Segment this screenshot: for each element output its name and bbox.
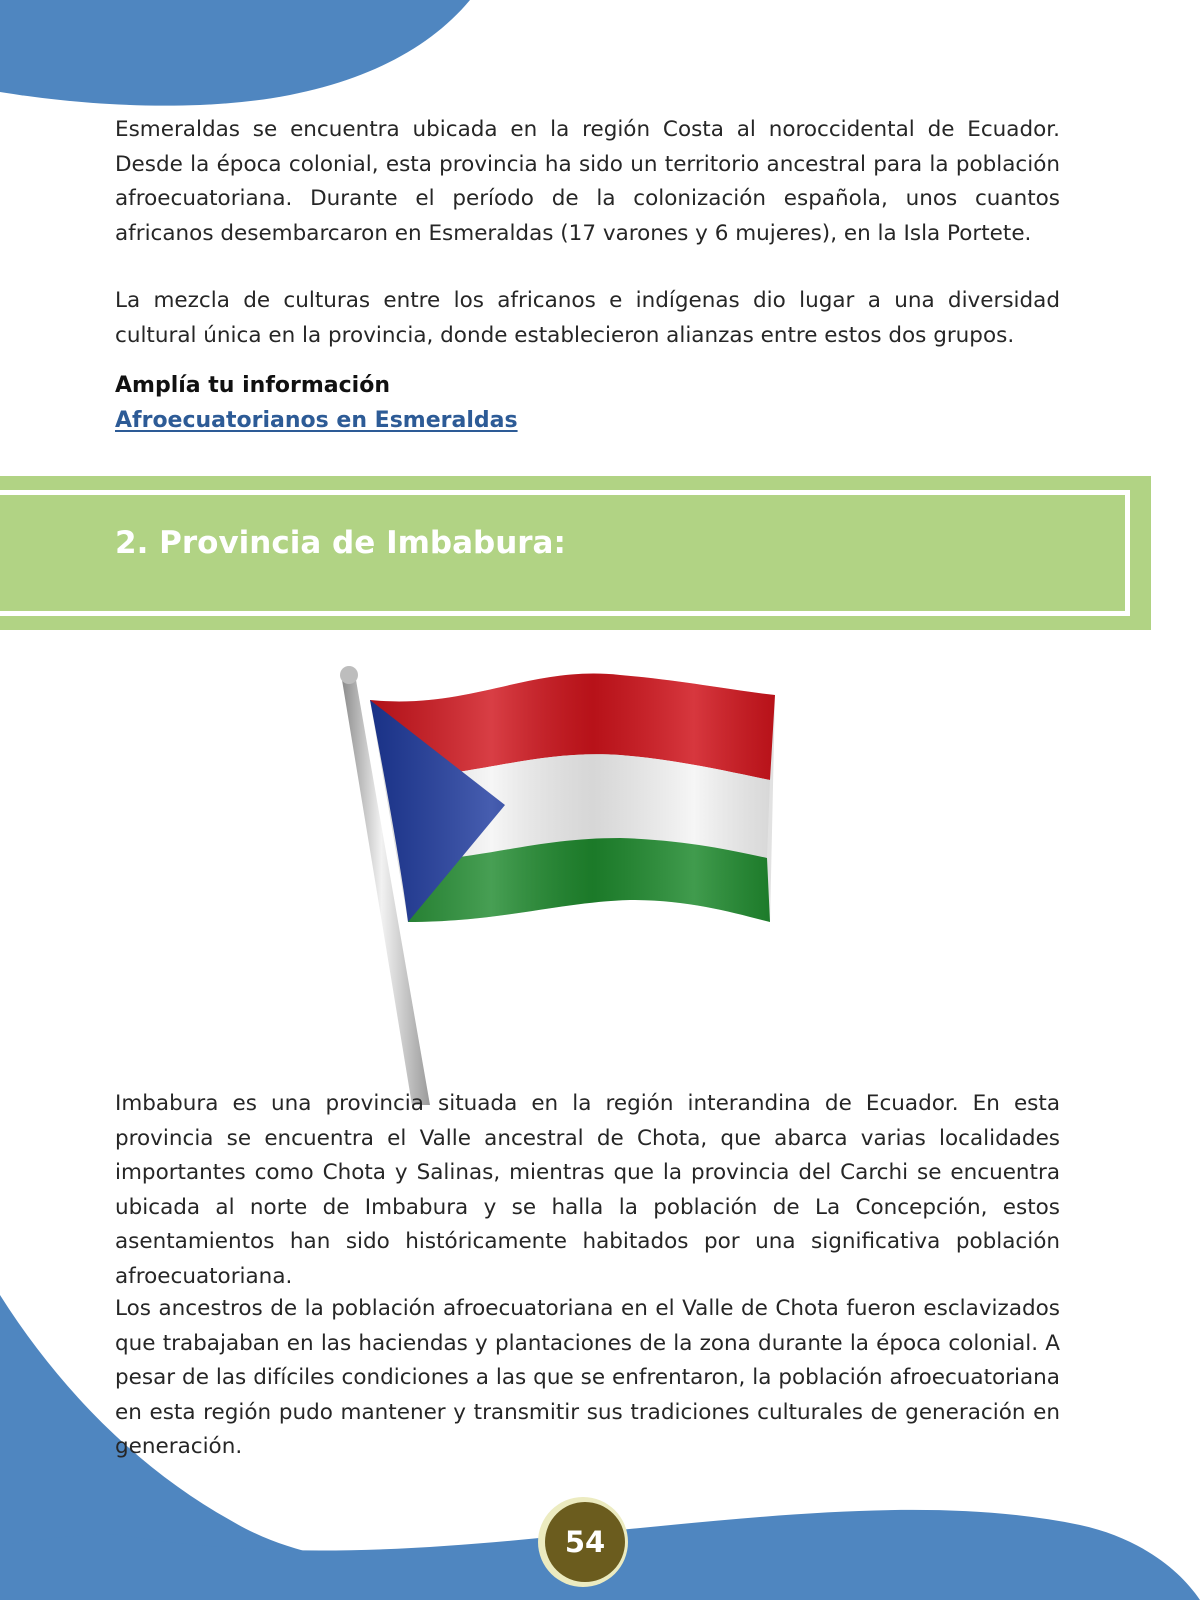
paragraph-esmeraldas-cultures: La mezcla de culturas entre los africanos e indígenas dio lugar a una diversidad cultural única en la provincia, donde establecieron alianzas entre estos dos grupos. [115, 288, 1060, 348]
afroecuatorianos-link[interactable]: Afroecuatorianos en Esmeraldas [115, 408, 518, 433]
paragraph-imbabura-ancestors: Los ancestros de la población afroecuatoriana en el Valle de Chota fueron esclavizados que trabajaban en las haciendas y plantaciones de la zona durante la época colonial. A pesar de las difíciles condiciones a las que se enfrentaron, la población afroecuatoriana en esta región pudo mantener y transmitir sus tradiciones culturales de generación en generación. [115, 1296, 1060, 1459]
flag-sheen [370, 674, 775, 922]
top-blue-wave [0, 0, 470, 106]
imbabura-flag-image [330, 660, 810, 1110]
paragraph-imbabura-intro: Imbabura es una provincia situada en la región interandina de Ecuador. En esta provincia se encuentra el Valle ancestral de Chota, que abarca varias localidades importantes como Chota y Salinas, mientras que la provincia del Carchi se encuentra ubicada al norte de Imbabura y se halla la población de La Concepción, estos asentamientos han sido históricamente habitados por una significativa población afroecuatoriana. [115, 1091, 1060, 1289]
info-heading: Amplía tu información [115, 373, 390, 398]
section-title: 2. Provincia de Imbabura: [115, 525, 566, 561]
page-number: 54 [545, 1502, 625, 1582]
paragraph-esmeraldas-intro: Esmeraldas se encuentra ubicada en la región Costa al noroccidental de Ecuador. Desde la época colonial, esta provincia ha sido un territorio ancestral para la población afroecuatoriana. Durante el período de la colonización española, unos cuantos africanos desembarcaron en Esmeraldas (17 varones y 6 mujeres), en la Isla Portete. [115, 117, 1060, 246]
flag-pole-finial [340, 666, 358, 684]
